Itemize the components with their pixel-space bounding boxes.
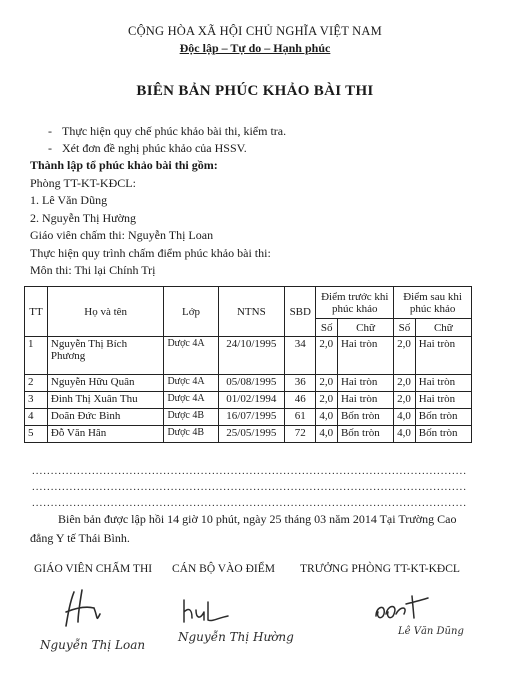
purpose-item: [48, 141, 247, 156]
grader-signature-mark: [60, 588, 120, 630]
member-line: 2. Nguyễn Thị Hường: [30, 211, 136, 225]
subheader-word: Chữ: [337, 319, 393, 337]
cell-class: Dược 4A: [164, 375, 218, 392]
motto-text: Độc lập – Tự do – Hạnh phúc: [179, 41, 331, 55]
grades-table: [24, 286, 472, 443]
entry-officer-signature-mark: [178, 596, 238, 628]
cell-name: Nguyễn Thị Bích Phương: [47, 337, 164, 375]
cell-after-number: 2,0: [394, 337, 416, 375]
cell-tt: 2: [25, 375, 48, 392]
head-of-office-role: TRƯỞNG PHÒNG TT-KT-KĐCL: [300, 563, 460, 575]
cell-after-words: Hai tròn: [415, 392, 471, 409]
cell-before-number: 2,0: [316, 375, 338, 392]
header-class: Lớp: [164, 287, 218, 337]
header-dob: NTNS: [218, 287, 285, 337]
closing-text: Biên bản được lập hồi 14 giờ 10 phút, ngày 25 tháng 03 năm 2014 Tại Trường Cao đẳng Y tế Thái Bình.: [30, 512, 457, 545]
cell-after-words: Hai tròn: [415, 375, 471, 392]
committee-heading: Thành lập tổ phúc khảo bài thi gồm:: [30, 158, 218, 172]
dotted-line: ....................................................................................................................: [32, 497, 467, 509]
table-header-row: [25, 287, 472, 319]
cell-after-number: 2,0: [394, 375, 416, 392]
head-of-office-signature-mark: [372, 592, 432, 626]
cell-after-words: Bốn tròn: [415, 409, 471, 426]
header-tt: TT: [25, 287, 48, 337]
header-sbd: SBD: [285, 287, 316, 337]
cell-before-words: Bốn tròn: [337, 409, 393, 426]
cell-before-words: Hai tròn: [337, 337, 393, 375]
cell-tt: 3: [25, 392, 48, 409]
cell-before-words: Bốn tròn: [337, 426, 393, 443]
cell-tt: 4: [25, 409, 48, 426]
dotted-line: ....................................................................................................................: [32, 481, 467, 493]
cell-name: Doãn Đức Bình: [47, 409, 164, 426]
cell-before-number: 2,0: [316, 392, 338, 409]
entry-officer-signature-name: Nguyễn Thị Hường: [178, 630, 294, 644]
header-name: Họ và tên: [47, 287, 164, 337]
bullet-dash: -: [48, 124, 52, 138]
subheader-score: Số: [394, 319, 416, 337]
cell-sbd: 72: [285, 426, 316, 443]
cell-before-number: 4,0: [316, 426, 338, 443]
cell-sbd: 46: [285, 392, 316, 409]
cell-name: Nguyễn Hữu Quân: [47, 375, 164, 392]
head-of-office-signature-name: Lê Văn Dũng: [398, 626, 464, 637]
national-header: CỘNG HÒA XÃ HỘI CHỦ NGHĨA VIỆT NAM: [128, 24, 382, 38]
purpose-text: Xét đơn đề nghị phúc khảo của HSSV.: [62, 141, 247, 155]
header-score-before: Điểm trước khi phúc khảo: [316, 287, 394, 319]
cell-before-words: Hai tròn: [337, 375, 393, 392]
cell-dob: 25/05/1995: [218, 426, 285, 443]
purpose-item: [48, 124, 286, 139]
table-row: [25, 392, 472, 409]
cell-after-words: Bốn tròn: [415, 426, 471, 443]
office-line: Phòng TT-KT-KĐCL:: [30, 176, 136, 190]
subheader-score: Số: [316, 319, 338, 337]
table-row: [25, 409, 472, 426]
teacher-line: Giáo viên chấm thi: Nguyễn Thị Loan: [30, 228, 214, 242]
subject-line: Môn thi: Thi lại Chính Trị: [30, 263, 156, 277]
cell-sbd: 36: [285, 375, 316, 392]
cell-dob: 05/08/1995: [218, 375, 285, 392]
cell-sbd: 61: [285, 409, 316, 426]
cell-before-number: 4,0: [316, 409, 338, 426]
national-motto: [0, 41, 510, 56]
header-score-after: Điểm sau khi phúc khảo: [394, 287, 472, 319]
cell-tt: 5: [25, 426, 48, 443]
document-title: BIÊN BẢN PHÚC KHẢO BÀI THI: [136, 83, 374, 99]
grader-role: GIÁO VIÊN CHẤM THI: [34, 563, 153, 575]
cell-name: Đinh Thị Xuân Thu: [47, 392, 164, 409]
dotted-line: ....................................................................................................................: [32, 465, 467, 477]
cell-before-words: Hai tròn: [337, 392, 393, 409]
cell-class: Dược 4A: [164, 337, 218, 375]
subheader-word: Chữ: [415, 319, 471, 337]
cell-class: Dược 4B: [164, 426, 218, 443]
cell-before-number: 2,0: [316, 337, 338, 375]
cell-after-number: 4,0: [394, 409, 416, 426]
cell-dob: 01/02/1994: [218, 392, 285, 409]
closing-statement: [30, 510, 470, 548]
cell-dob: 24/10/1995: [218, 337, 285, 375]
grader-signature-name: Nguyễn Thị Loan: [40, 638, 146, 652]
cell-after-words: Hai tròn: [415, 337, 471, 375]
cell-dob: 16/07/1995: [218, 409, 285, 426]
bullet-dash: -: [48, 141, 52, 155]
cell-sbd: 34: [285, 337, 316, 375]
purpose-text: Thực hiện quy chế phúc khảo bài thi, kiểm tra.: [62, 124, 287, 138]
cell-after-number: 4,0: [394, 426, 416, 443]
cell-name: Đỗ Văn Hân: [47, 426, 164, 443]
cell-after-number: 2,0: [394, 392, 416, 409]
table-row: [25, 375, 472, 392]
cell-class: Dược 4B: [164, 409, 218, 426]
member-line: 1. Lê Văn Dũng: [30, 193, 108, 207]
table-row: [25, 426, 472, 443]
cell-class: Dược 4A: [164, 392, 218, 409]
cell-tt: 1: [25, 337, 48, 375]
procedure-line: Thực hiện quy trình chấm điểm phúc khảo bài thi:: [30, 246, 271, 260]
table-row: [25, 337, 472, 375]
entry-officer-role: CÁN BỘ VÀO ĐIỂM: [172, 563, 275, 575]
